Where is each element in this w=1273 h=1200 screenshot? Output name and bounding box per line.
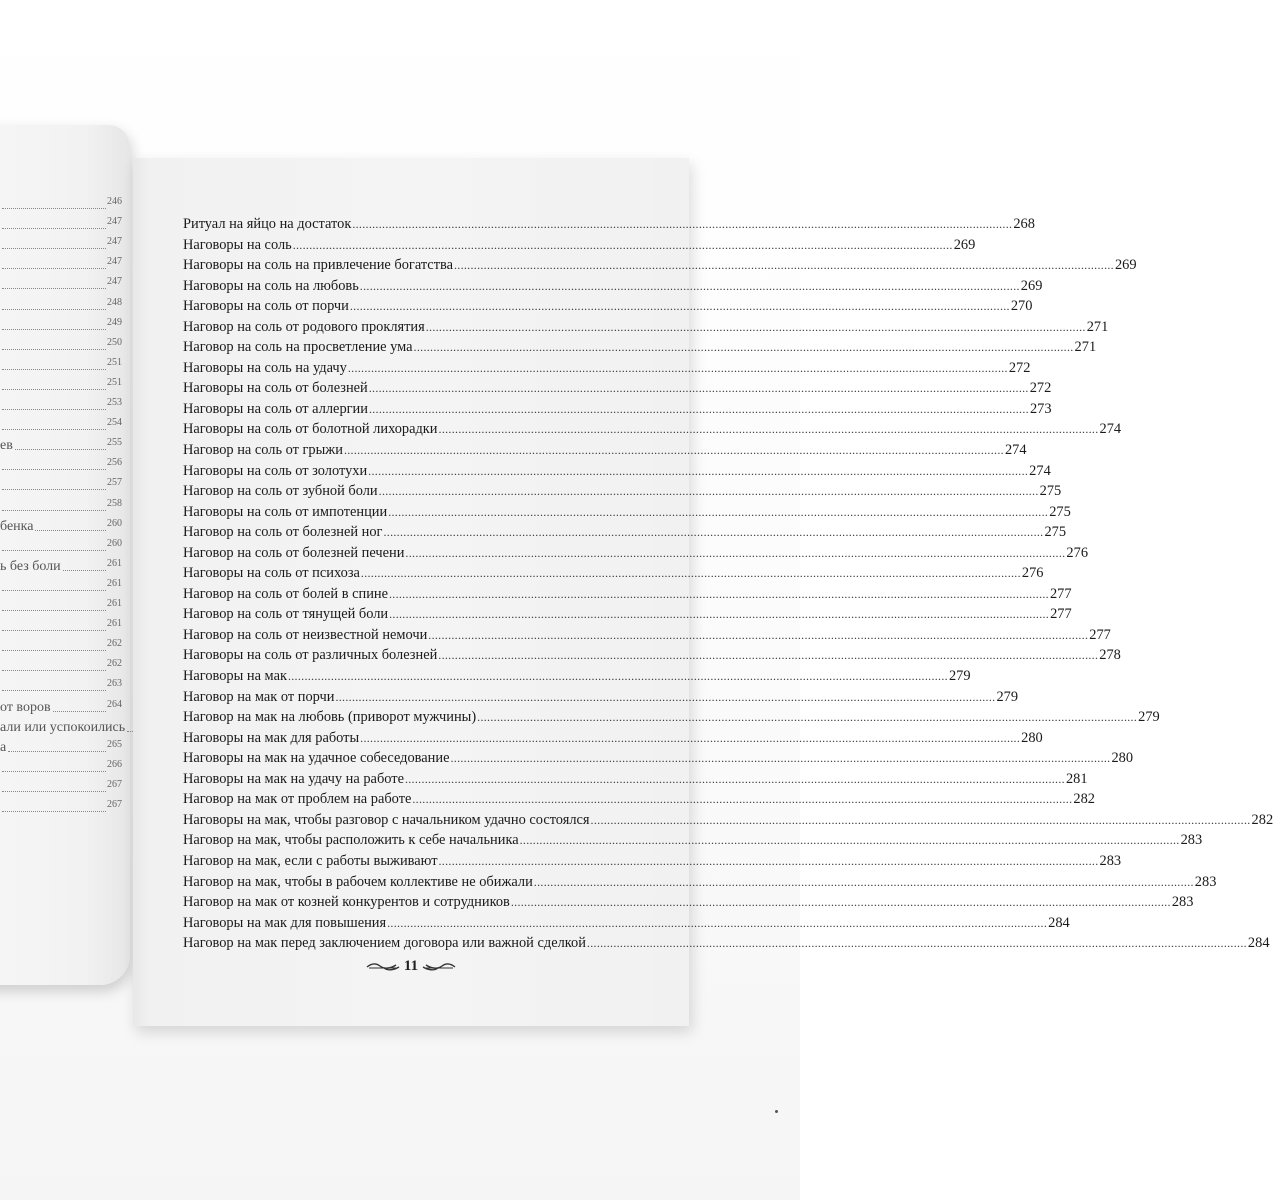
toc-entry (183, 645, 1121, 666)
toc-entry (183, 625, 1111, 646)
left-toc-entry (0, 334, 122, 354)
toc-entry-title: Наговоры на соль от болезней (183, 380, 368, 397)
left-toc-entry-title: бенка (0, 518, 34, 534)
left-toc-entry-page: 261 (107, 557, 122, 569)
toc-entry (183, 748, 1134, 769)
toc-entry-title: Наговор на соль от зубной боли (183, 483, 378, 500)
left-toc-entry (0, 675, 122, 695)
dot-leader (2, 630, 106, 631)
left-toc-entry-page: 253 (107, 397, 122, 408)
dot-leader (587, 933, 1247, 954)
toc-entry (183, 358, 1031, 379)
left-toc-entry (0, 635, 122, 655)
left-toc-entry-page: 251 (107, 376, 122, 388)
dot-leader (2, 510, 106, 511)
toc-entry-page: 283 (1194, 873, 1217, 890)
left-toc-entry (0, 434, 122, 454)
dot-leader (2, 771, 106, 772)
toc-entry-page: 280 (1111, 750, 1134, 767)
left-toc-entry (0, 374, 122, 394)
toc-entry (183, 296, 1033, 317)
toc-entry-page: 274 (1029, 462, 1051, 479)
toc-entry-page: 277 (1049, 585, 1072, 602)
left-toc-entry-page: 246 (107, 196, 122, 207)
toc-entry-page: 279 (948, 668, 971, 685)
dot-leader (2, 590, 106, 591)
left-toc-entry-page: 258 (107, 497, 122, 509)
toc-entry-title: Наговоры на соль на привлечение богатства (183, 257, 453, 274)
toc-entry-title: Наговоры на мак (183, 668, 287, 685)
toc-entry (183, 892, 1194, 913)
toc-entry-page: 281 (1065, 770, 1088, 787)
dot-leader (2, 650, 106, 651)
left-toc-entry-page: 251 (107, 356, 122, 368)
left-toc-entry-page: 265 (107, 738, 122, 750)
left-toc-entry-page: 267 (107, 799, 122, 810)
dot-leader (454, 255, 1114, 276)
dot-leader (8, 751, 106, 752)
toc-entry (183, 913, 1070, 934)
toc-entry-title: Наговоры на соль (183, 236, 292, 253)
toc-entry (183, 687, 1019, 708)
dot-leader (2, 409, 106, 410)
toc-entry-title: Наговор на мак от порчи (183, 688, 335, 705)
toc-entry-page: 278 (1099, 647, 1121, 664)
dot-leader (511, 892, 1171, 913)
page-number: 11 (403, 958, 419, 974)
left-toc-entry-title: от воров (0, 699, 51, 715)
toc-entry-page: 279 (996, 688, 1019, 705)
left-toc-entry (0, 515, 122, 535)
dot-leader (439, 419, 1099, 440)
dot-leader (53, 711, 106, 712)
toc-entry-title: Наговоры на соль от золотухи (183, 462, 368, 479)
left-toc-entry-title: а (0, 739, 7, 755)
left-toc-entry-page: 250 (107, 336, 122, 348)
toc-entry (183, 235, 976, 256)
toc-entry-title: Наговоры на соль от различных болезней (183, 647, 438, 664)
toc-entry (183, 276, 1043, 297)
dot-leader (350, 296, 1010, 317)
toc-entry-title: Наговор на соль от болей в спине (183, 585, 388, 602)
left-toc-entry (0, 495, 122, 515)
dot-leader (439, 851, 1099, 872)
dot-leader (15, 449, 106, 450)
right-page (133, 158, 1273, 1026)
toc-entry-page: 275 (1039, 483, 1062, 500)
dust-speck (775, 1110, 778, 1113)
toc-entry (183, 481, 1062, 502)
ornament-left-icon (366, 962, 400, 972)
dot-leader (369, 378, 1029, 399)
toc-entry-page: 274 (1004, 442, 1027, 459)
left-toc-entry (0, 736, 122, 756)
dot-leader (2, 248, 106, 249)
left-toc-entry (0, 414, 122, 434)
toc-entry-page: 271 (1074, 339, 1097, 356)
toc-entry-title: Наговоры на соль на любовь (183, 277, 359, 294)
left-toc-entry (0, 776, 122, 796)
left-toc-entry-title: ев (0, 438, 13, 454)
dot-leader (361, 563, 1021, 584)
left-toc-entry-page: 260 (107, 517, 122, 529)
left-toc-entry (0, 394, 122, 414)
dot-leader (360, 276, 1020, 297)
left-toc-entry-title: али или успокоились (0, 719, 126, 735)
dot-leader (520, 830, 1180, 851)
toc-entry-page: 274 (1099, 421, 1122, 438)
toc-entry-page: 276 (1021, 565, 1044, 582)
dot-leader (63, 570, 106, 571)
toc-entry-title: Наговор на соль от грыжи (183, 442, 343, 459)
dot-leader (2, 369, 106, 370)
dot-leader (2, 389, 106, 390)
dot-leader (383, 522, 1043, 543)
toc-entry-title: Наговор на соль от тянущей боли (183, 606, 389, 623)
toc-entry (183, 666, 971, 687)
left-toc-entry (0, 575, 122, 595)
toc-entry (183, 419, 1122, 440)
toc-entry-title: Наговор на соль от неизвестной немочи (183, 626, 428, 643)
left-toc-entry-page: 260 (107, 537, 122, 549)
toc-entry (183, 255, 1137, 276)
toc-entry-page: 277 (1050, 606, 1072, 623)
left-toc-entry (0, 253, 122, 273)
dot-leader (293, 235, 953, 256)
dot-leader (360, 728, 1020, 749)
toc-entry-page: 273 (1029, 400, 1052, 417)
toc-entry (183, 214, 1035, 235)
left-toc-entry-page: 263 (107, 678, 122, 690)
dot-leader (2, 670, 106, 671)
toc-entry-title: Наговор на соль от болезней печени (183, 544, 405, 561)
left-toc-entry (0, 595, 122, 615)
toc-entry-title: Наговор на мак, чтобы расположить к себе начальника (183, 832, 519, 849)
left-toc-entry-page: 264 (107, 698, 122, 710)
toc-entry-page: 280 (1021, 729, 1043, 746)
dot-leader (2, 329, 106, 330)
toc-entry (183, 584, 1072, 605)
dot-leader (405, 769, 1065, 790)
left-toc-entry (0, 555, 122, 575)
toc-entry-title: Наговоры на соль от порчи (183, 298, 349, 315)
dot-leader (2, 469, 106, 470)
dot-leader (2, 791, 106, 792)
dot-leader (2, 268, 106, 269)
toc-entry-title: Наговоры на соль от психоза (183, 565, 360, 582)
left-page (0, 125, 130, 985)
dot-leader (2, 610, 106, 611)
toc-entry-page: 268 (1013, 216, 1035, 232)
left-toc-entry-page: 262 (107, 638, 122, 650)
left-toc-entry (0, 354, 122, 374)
left-toc-entry (0, 233, 122, 253)
toc-entry-page: 282 (1073, 791, 1095, 808)
toc-entry-title: Наговоры на соль от аллергии (183, 400, 368, 417)
dot-leader (2, 228, 106, 229)
toc-entry (183, 522, 1067, 543)
toc-entry (183, 872, 1217, 893)
dot-leader (344, 440, 1004, 461)
ornament-right-icon (422, 962, 456, 972)
dot-leader (2, 429, 106, 430)
toc-entry-page: 283 (1171, 894, 1194, 911)
dot-leader (352, 214, 1012, 235)
dot-leader (387, 913, 1047, 934)
dot-leader (369, 399, 1029, 420)
left-toc-entry-page: 247 (107, 256, 122, 268)
toc-entry-title: Наговор на мак на любовь (приворот мужчины) (183, 709, 477, 726)
toc-entry-page: 270 (1010, 298, 1033, 315)
toc-entry (183, 851, 1122, 872)
left-toc-entry-page: 254 (107, 417, 122, 429)
toc-entry-page: 269 (1020, 277, 1043, 294)
toc-entry-title: Наговоры на соль от болотной лихорадки (183, 421, 438, 438)
toc-entry-page: 272 (1029, 380, 1052, 397)
left-toc-entry (0, 273, 122, 293)
toc-entry-page: 275 (1044, 524, 1067, 541)
toc-entry-page: 283 (1099, 852, 1122, 869)
toc-entry-page: 269 (1114, 257, 1137, 274)
toc-entry-title: Наговор на мак от козней конкурентов и сотрудников (183, 894, 510, 911)
left-toc-entry (0, 294, 122, 314)
dot-leader (2, 811, 106, 812)
left-toc-entry-page: 261 (107, 618, 122, 630)
toc-entry-page: 282 (1251, 811, 1273, 828)
toc-entry-page: 277 (1089, 626, 1111, 643)
toc-entry-title: Наговор на соль от болезней ног (183, 524, 383, 541)
dot-leader (414, 337, 1074, 358)
dot-leader (368, 461, 1028, 482)
toc-entry-page: 279 (1138, 709, 1160, 726)
toc-entry (183, 502, 1071, 523)
left-toc-entry (0, 696, 122, 716)
toc-entry (183, 337, 1097, 358)
page-footer (133, 958, 689, 975)
toc-entry-title: Ритуал на яйцо на достаток (183, 216, 352, 232)
toc-entry (183, 830, 1203, 851)
toc-entry (183, 769, 1088, 790)
toc-entry (183, 707, 1160, 728)
dot-leader (405, 543, 1065, 564)
toc-entry-title: Наговоры на мак на удачу на работе (183, 770, 404, 787)
toc-entry (183, 933, 1270, 954)
left-toc-entry (0, 655, 122, 675)
dot-leader (389, 604, 1049, 625)
toc-entry-title: Наговоры на мак, чтобы разговор с начальником удачно состоялся (183, 811, 590, 828)
dot-leader (348, 358, 1008, 379)
left-toc-entry (0, 535, 122, 555)
toc-entry (183, 728, 1043, 749)
dot-leader (2, 309, 106, 310)
left-toc-entry-page: 249 (107, 316, 122, 328)
dot-leader (288, 666, 948, 687)
dot-leader (477, 707, 1137, 728)
dot-leader (2, 288, 106, 289)
dot-leader (412, 789, 1072, 810)
left-toc-entry-page: 262 (107, 658, 122, 670)
left-toc-entry (0, 756, 122, 776)
toc-entry-title: Наговор на соль на просветление ума (183, 339, 413, 356)
toc-entry-title: Наговор на соль от родового проклятия (183, 318, 425, 335)
left-toc-entry-page: 267 (107, 778, 122, 790)
toc-entry (183, 563, 1044, 584)
toc-entry-title: Наговор на мак от проблем на работе (183, 791, 412, 808)
left-toc-entry-page: 247 (107, 276, 122, 288)
dot-leader (2, 550, 106, 551)
toc-entry-page: 283 (1180, 832, 1203, 849)
left-toc-entry-page: 248 (107, 296, 122, 308)
dot-leader (428, 625, 1088, 646)
toc-entry (183, 604, 1072, 625)
left-toc-entry (0, 314, 122, 334)
dot-leader (388, 502, 1048, 523)
toc-entry-title: Наговоры на соль на удачу (183, 359, 347, 376)
toc-entry (183, 317, 1109, 338)
toc-entry-page: 275 (1049, 503, 1071, 520)
dot-leader (379, 481, 1039, 502)
toc-entry-page: 284 (1247, 935, 1270, 952)
dot-leader (450, 748, 1110, 769)
toc-entry-title: Наговоры на мак для работы (183, 729, 360, 746)
toc-entry-page: 284 (1048, 914, 1070, 931)
toc-entry-page: 272 (1008, 359, 1031, 376)
dot-leader (2, 690, 106, 691)
left-toc-entry (0, 615, 122, 635)
toc-entry-page: 269 (953, 236, 976, 253)
dot-leader (534, 872, 1194, 893)
toc-entry-title: Наговор на мак перед заключением договора или важной сделкой (183, 935, 586, 952)
toc-entry-page: 271 (1086, 318, 1109, 335)
toc-entry (183, 399, 1052, 420)
left-toc-entry (0, 193, 122, 213)
toc-entry-title: Наговоры на соль от импотенции (183, 503, 388, 520)
toc-entry (183, 440, 1027, 461)
left-toc-entry-page: 247 (107, 236, 122, 248)
dot-leader (35, 530, 106, 531)
dot-leader (2, 489, 106, 490)
left-toc-entry (0, 454, 122, 474)
dot-leader (426, 317, 1086, 338)
left-toc-entry (0, 796, 122, 816)
dot-leader (2, 349, 106, 350)
toc-entry-page: 276 (1066, 544, 1089, 561)
left-toc-entry-page: 257 (107, 477, 122, 489)
left-toc-entry-page: 256 (107, 457, 122, 469)
dot-leader (2, 208, 106, 209)
toc-entry-title: Наговоры на мак на удачное собеседование (183, 750, 450, 767)
toc-entry (183, 789, 1095, 810)
left-toc-entry (0, 474, 122, 494)
left-toc-entry-page: 261 (107, 577, 122, 589)
dot-leader (389, 584, 1049, 605)
left-toc-entry (0, 213, 122, 233)
left-toc-entry (0, 716, 126, 736)
left-toc-entry-page: 247 (107, 216, 122, 228)
left-toc-entry-page: 255 (107, 437, 122, 449)
left-toc-entry-title: ь без боли (0, 558, 61, 574)
left-toc-entry-page: 266 (107, 758, 122, 770)
table-of-contents (183, 214, 1273, 954)
toc-entry (183, 543, 1089, 564)
toc-entry (183, 378, 1052, 399)
dot-leader (591, 810, 1251, 831)
toc-entry-title: Наговор на мак, если с работы выживают (183, 852, 438, 869)
toc-entry-title: Наговор на мак, чтобы в рабочем коллективе не обижали (183, 873, 533, 890)
dot-leader (335, 687, 995, 708)
toc-entry-title: Наговоры на мак для повышения (183, 914, 387, 931)
dot-leader (438, 645, 1098, 666)
left-toc-entry-page: 261 (107, 598, 122, 609)
toc-entry (183, 810, 1273, 831)
toc-entry (183, 461, 1051, 482)
